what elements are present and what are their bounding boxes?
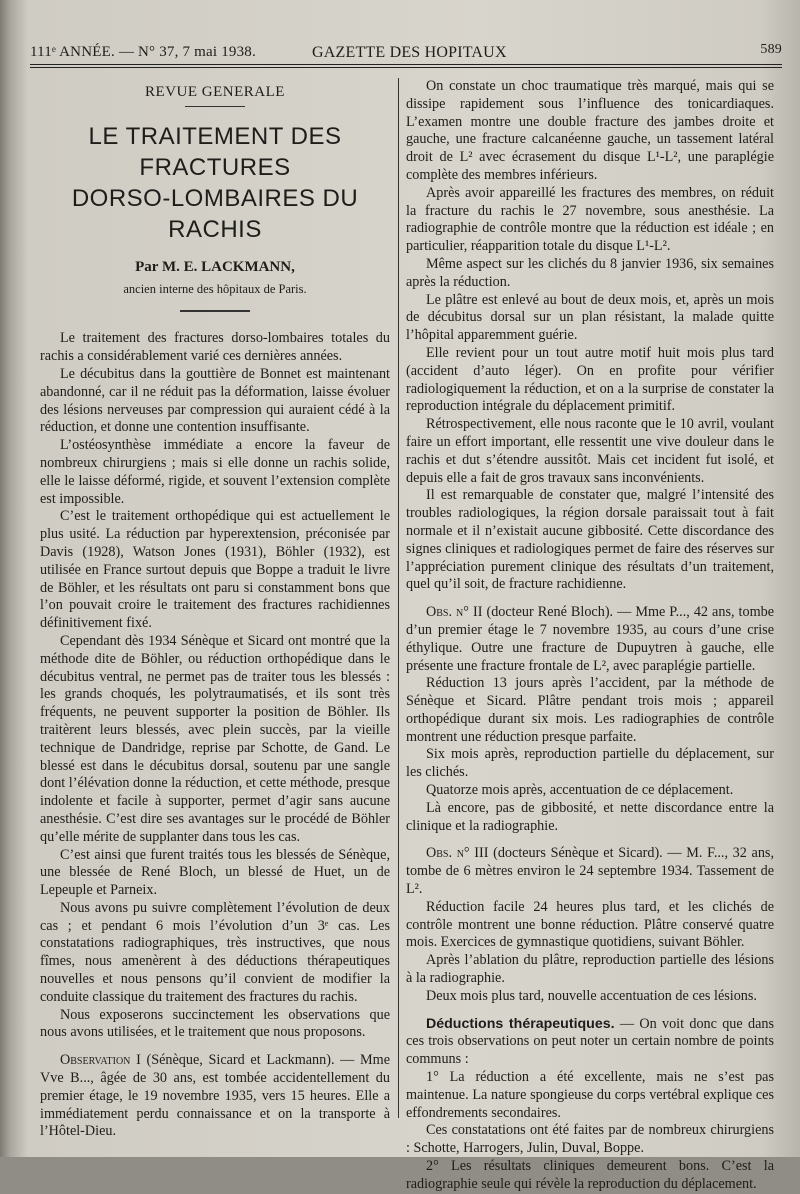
paragraph: Le plâtre est enlevé au bout de deux mois, et, après un mois de décubitus dorsal sur un plan résistant, la malade quitte l’hôpital apparemment guérie. xyxy=(406,291,774,344)
deductions-heading: Déductions thérapeutiques. xyxy=(426,1015,615,1032)
observation-3 xyxy=(406,845,774,898)
paragraph: Quatorze mois après, accentuation de ce déplacement. xyxy=(426,782,734,799)
paragraph: Deux mois plus tard, nouvelle accentuation de ces lésions. xyxy=(426,987,757,1004)
left-column xyxy=(40,78,390,1141)
paragraph: C’est le traitement orthopédique qui est actuellement le plus usité. La réduction par hyperextension, préconisée par Davis (1928), Watson Jones (1931), Böhler (1932), est utilisée en France surtout depuis que Boppe a traduit le livre de Böhler, et les résultats ont paru si constamment bons que l’on pouvait croire le traitement des fractures rachidiennes définitivement fixé. xyxy=(40,508,390,632)
paragraph: Nous avons pu suivre complètement l’évolution de deux cas ; et pendant 6 mois l’évolution d’un 3ᵉ cas. Les constatations radiographiques, très instructives, que nous fîmes, nous amenèrent à des déductions thérapeutiques nouvelles et nous pensons qu’il convient de modifier la conduite classique du traitement des fractures du rachis. xyxy=(40,899,390,1005)
paragraph: Après avoir appareillé les fractures des membres, on réduit la fracture du rachis le 27 novembre, sous anesthésie. La radiographie de contrôle montre que la réduction est idéale ; en particulier, réapparition totale du disque L¹-L². xyxy=(406,184,774,255)
paragraph: Là encore, pas de gibbosité, et nette discordance entre la clinique et la radiographie. xyxy=(406,799,774,834)
article-title-line1: LE TRAITEMENT DES FRACTURES xyxy=(88,122,342,181)
observation-1 xyxy=(40,1052,390,1141)
paragraph: On constate un choc traumatique très marqué, mais qui se dissipe rapidement sous l’influence des tonicardiaques. L’examen montre une double fracture des jambes droite et gauche, une fracture calcanéenne gauche, un tassement latéral droit de L² avec écrasement du disque L¹-L², une paraplégie complète des membres inférieurs. xyxy=(406,78,774,183)
header-rule-double xyxy=(30,67,782,68)
paragraph: Même aspect sur les clichés du 8 janvier 1936, six semaines après la réduction. xyxy=(406,255,774,290)
observation-3-label: Obs. n° III xyxy=(426,845,489,862)
observation-1-label: Observation I xyxy=(60,1052,141,1069)
paragraph: Elle revient pour un tout autre motif huit mois plus tard (accident d’auto léger). On en profite pour vérifier radiologiquement la réduction, et on a la surprise de constater la reproduction intégrale du déplacement primitif. xyxy=(406,344,774,415)
paragraph: Rétrospectivement, elle nous raconte que le 10 avril, voulant faire un effort important, elle ressentit une vive douleur dans le rachis et dut s’étendre aussitôt. Mais cet incident fut isolé, et depuis elle a fait de gros travaux sans inconvénients. xyxy=(406,416,774,486)
column-divider xyxy=(398,78,399,1118)
right-column xyxy=(406,78,774,1194)
paragraph: L’ostéosynthèse immédiate a encore la faveur de nombreux chirurgiens ; mais si elle donne un rachis solide, elle le laisse déformé, rigide, et souvent l’extension complète est impossible. xyxy=(40,437,390,507)
paragraph: Réduction 13 jours après l’accident, par la méthode de Sénèque et Sicard. Plâtre pendant trois mois ; appareil orthopédique durant six mois. Les radiographies de contrôle montrent une réduction presque parfaite. xyxy=(406,675,774,745)
observation-1-text: (Sénèque, Sicard et Lackmann). — Mme Vve B..., âgée de 30 ans, est tombée accidentellement du premier étage, le 19 novembre 1935, vers 15 heures. Elle a immédiatement perdu connaissance et on la transporte à l’Hôtel-Dieu. xyxy=(40,1052,390,1140)
paragraph: Cependant dès 1934 Sénèque et Sicard ont montré que la méthode dite de Böhler, ou réduction orthopédique dans le décubitus ventral, ne permet pas de traiter tous les blessés : les grands choqués, les polytraumatisés, et ils sont très fréquents, ne peuvent supporter la position de Böhler. Ils traitèrent leurs blessés, avec plein succès, par la vieille technique de Dandridge, reprise par Schotte, de Gand. Le blessé est dans le décubitus dorsal, soutenu par une sangle dont l’élévation donne la réduction, et cette méthode, presque indolente et facile à supporter, permet d’agir sans aucune anesthésie. C’est dire ses avantages sur le procédé de Böhler qu’elle mérite de supplanter dans tous les cas. xyxy=(40,632,390,845)
author-affiliation: ancien interne des hôpitaux de Paris. xyxy=(123,281,307,296)
section-rule xyxy=(185,106,245,107)
paragraph: Réduction facile 24 heures plus tard, et les clichés de contrôle montrent une bonne réduction. Plâtre conservé quatre mois. Exercices de gymnastique quotidiens, suivant Böhler. xyxy=(406,898,774,951)
paragraph: Le décubitus dans la gouttière de Bonnet est maintenant abandonné, car il ne réduit pas la déformation, laisse évoluer des lésions nerveuses par compression qui auraient cédé à la réduction, et donne une contention insuffisante. xyxy=(40,365,390,436)
page-number: 589 xyxy=(760,42,782,57)
observation-2-text: (docteur René Bloch). — Mme P..., 42 ans, tombe d’un premier étage le 7 novembre 1935, au cours d’une crise éthylique. Outre une fracture de Dupuytren à gauche, elle présente une fracture frontale de L², avec paraplégie partielle. xyxy=(406,604,775,674)
page-header xyxy=(30,40,782,64)
section-heading: REVUE GENERALE xyxy=(145,84,285,100)
issue-line: 111ᵉ ANNÉE. — N° 37, 7 mai 1938. xyxy=(30,44,256,60)
journal-title: GAZETTE DES HOPITAUX xyxy=(312,44,507,61)
paragraph: Le traitement des fractures dorso-lombaires totales du rachis a considérablement varié ces dernières années. xyxy=(40,330,390,365)
observation-2 xyxy=(406,604,774,675)
deductions-text: — On voit donc que dans ces trois observations on peut noter un certain nombre de points communs : xyxy=(406,1015,774,1068)
observation-3-text: (docteurs Sénèque et Sicard). — M. F..., 32 ans, tombe de 6 mètres environ le 24 septembre 1934. Tassement de L². xyxy=(406,845,775,898)
paragraph: Il est remarquable de constater que, malgré l’intensité des troubles radiologiques, la région dorsale paraissait tout à fait normale et il n’existait aucune gibbosité. Cette discordance des signes cliniques et radiologiques permet de faire des réserves sur l’appréciation purement clinique des résultats d’un traitement, quel qu’il soit, de fracture rachidienne. xyxy=(406,487,774,593)
deductions-intro xyxy=(406,1016,774,1069)
paragraph: Ces constatations ont été faites par de nombreux chirurgiens : Schotte, Harrogers, Julin, Duval, Boppe. xyxy=(406,1122,774,1157)
observation-2-label: Obs. n° II xyxy=(426,604,483,621)
article-title-line2: DORSO-LOMBAIRES DU RACHIS xyxy=(71,184,359,243)
paragraph: Six mois après, reproduction partielle du déplacement, sur les clichés. xyxy=(406,746,774,781)
paragraph: 1° La réduction a été excellente, mais ne s’est pas maintenue. La nature spongieuse du corps vertébral explique ces effondrements secondaires. xyxy=(406,1069,774,1121)
article-author: Par M. E. LACKMANN, xyxy=(135,258,295,275)
paragraph: C’est ainsi que furent traités tous les blessés de Sénèque, une blessée de René Bloch, un blessé de Huet, un de Lepeuple et Parneix. xyxy=(40,846,390,899)
paragraph: Après l’ablation du plâtre, reproduction partielle des lésions à la radiographie. xyxy=(406,952,774,987)
header-rule xyxy=(30,64,782,65)
byline-rule xyxy=(180,310,250,312)
paragraph: Nous exposerons succinctement les observations que nous avons utilisées, et le traitement que nous proposons. xyxy=(40,1006,390,1041)
paragraph: 2° Les résultats cliniques demeurent bons. C’est la radiographie seule qui révèle la reproduction du déplacement. xyxy=(406,1158,774,1192)
